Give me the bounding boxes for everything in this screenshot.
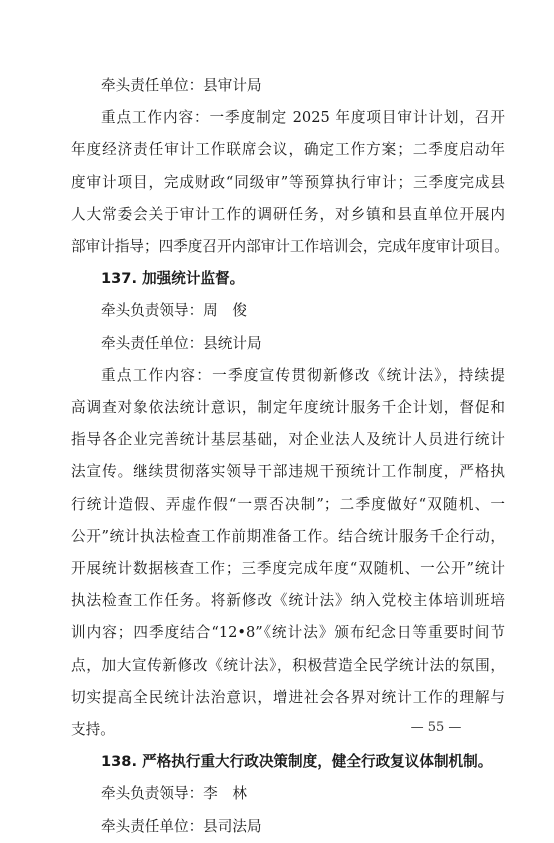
paragraph-line: 年度经济责任审计工作联席会议，确定工作方案；二季度启动年 xyxy=(71,141,505,159)
responsibility-line: 牵头责任单位：县司法局 xyxy=(101,817,262,835)
responsibility-line: 牵头责任单位：县统计局 xyxy=(101,334,262,352)
responsibility-line: 牵头责任单位：县审计局 xyxy=(101,77,262,94)
paragraph-line: 重点工作内容：一季度制定 2025 年度项目审计计划，召开 xyxy=(101,109,505,127)
paragraph-line: 公开”统计执法检查工作前期准备工作。结合统计服务千企行动， xyxy=(71,527,505,545)
work-content-paragraph xyxy=(71,102,509,263)
responsibility-line: 牵头负责领导：周 俊 xyxy=(101,302,247,320)
paragraph-line: 开展统计数据核查工作；三季度完成年度“双随机、一公开”统计 xyxy=(71,560,505,578)
paragraph-line: 部审计指导；四季度召开内部审计工作培训会，完成年度审计项目。 xyxy=(71,238,509,256)
paragraph-line: 点，加大宣传新修改《统计法》，积极营造全民学统计法的氛围， xyxy=(71,656,505,674)
paragraph-line: 度审计项目，完成财政“同级审”等预算执行审计；三季度完成县 xyxy=(71,173,505,191)
paragraph-line: 指导各企业完善统计基层基础，对企业法人及统计人员进行统计 xyxy=(71,431,505,449)
paragraph-line: 法宣传。继续贯彻落实领导干部违规干预统计工作制度，严格执 xyxy=(71,463,505,481)
section-heading: 138. 严格执行重大行政决策制度，健全行政复议体制机制。 xyxy=(101,753,493,771)
paragraph-line: 执法检查工作任务。将新修改《统计法》纳入党校主体培训班培 xyxy=(71,592,505,610)
work-content-paragraph xyxy=(71,360,505,746)
paragraph-line: 训内容；四季度结合“12•8”《统计法》颁布纪念日等重要时间节 xyxy=(71,624,505,642)
page-number: — 55 — xyxy=(410,720,462,735)
paragraph-line: 人大常委会关于审计工作的调研任务，对乡镇和县直单位开展内 xyxy=(71,205,505,223)
paragraph-line: 高调查对象依法统计意识，制定年度统计服务千企计划，督促和 xyxy=(71,399,505,417)
paragraph-line: 重点工作内容：一季度宣传贯彻新修改《统计法》，持续提 xyxy=(101,366,505,384)
page-footer xyxy=(0,720,554,735)
paragraph-line: 切实提高全民统计法治意识，增进社会各界对统计工作的理解与 xyxy=(71,688,505,706)
responsibility-line: 牵头负责领导：李 林 xyxy=(101,785,247,803)
paragraph-line: 支持。 xyxy=(71,721,115,739)
paragraph-line: 行统计造假、弄虚作假“一票否决制”；二季度做好“双随机、一 xyxy=(71,495,505,513)
section-heading: 137. 加强统计监督。 xyxy=(101,270,245,288)
